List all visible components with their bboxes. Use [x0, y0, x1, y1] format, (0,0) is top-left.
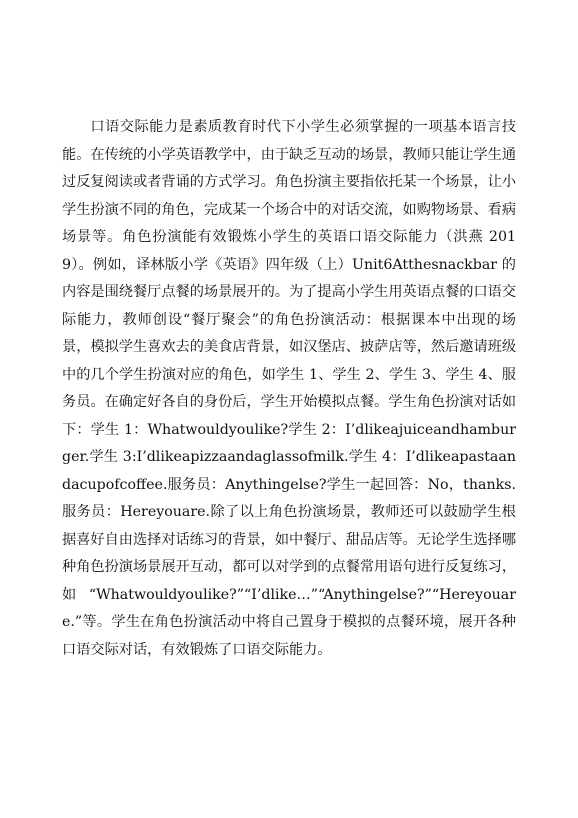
body-paragraph: 口语交际能力是素质教育时代下小学生必须掌握的一项基本语言技能。在传统的小学英语教学中，由于缺乏互动的场景，教师只能让学生通过反复阅读或者背诵的方式学习。角色扮演主要指依托某一个场景，让小学生扮演不同的角色，完成某一个场合中的对话交流，如购物场景、看病场景等。角色扮演能有效锻炼小学生的英语口语交际能力（洪燕 2019）。例如，译林版小学《英语》四年级（上）Unit6Atthesnackbar 的内容是围绕餐厅点餐的场景展开的。为了提高小学生用英语点餐的口语交际能力，教师创设“餐厅聚会”的角色扮演活动：根据课本中出现的场景，模拟学生喜欢去的美食店背景，如汉堡店、披萨店等，然后邀请班级中的几个学生扮演对应的角色，如学生 1、学生 2、学生 3、学生 4、服务员。在确定好各自的身份后，学生开始模拟点餐。学生角色扮演对话如下：学生 1：Whatwouldyoulike?学生 2：I’dlikeajuiceandhamburger.学生 3:I’dlikeapizzaandaglassofmilk.学生 4：I’dlikeapastaandacupofcoffee.服务员：Anythingelse?学生一起回答：No，thanks.服务员：Hereyouare.除了以上角色扮演场景，教师还可以鼓励学生根据喜好自由选择对话练习的背景，如中餐厅、甜品店等。无论学生选择哪种角色扮演场景展开互动，都可以对学到的点餐常用语句进行反复练习，如“Whatwouldyoulike?”“I’dlike…”“Anythingelse?”“Hereyouare.”等。学生在角色扮演活动中将自己置身于模拟的点餐环境，展开各种口语交际对话，有效锻炼了口语交际能力。	[62, 119, 517, 658]
document-page	[62, 114, 516, 664]
